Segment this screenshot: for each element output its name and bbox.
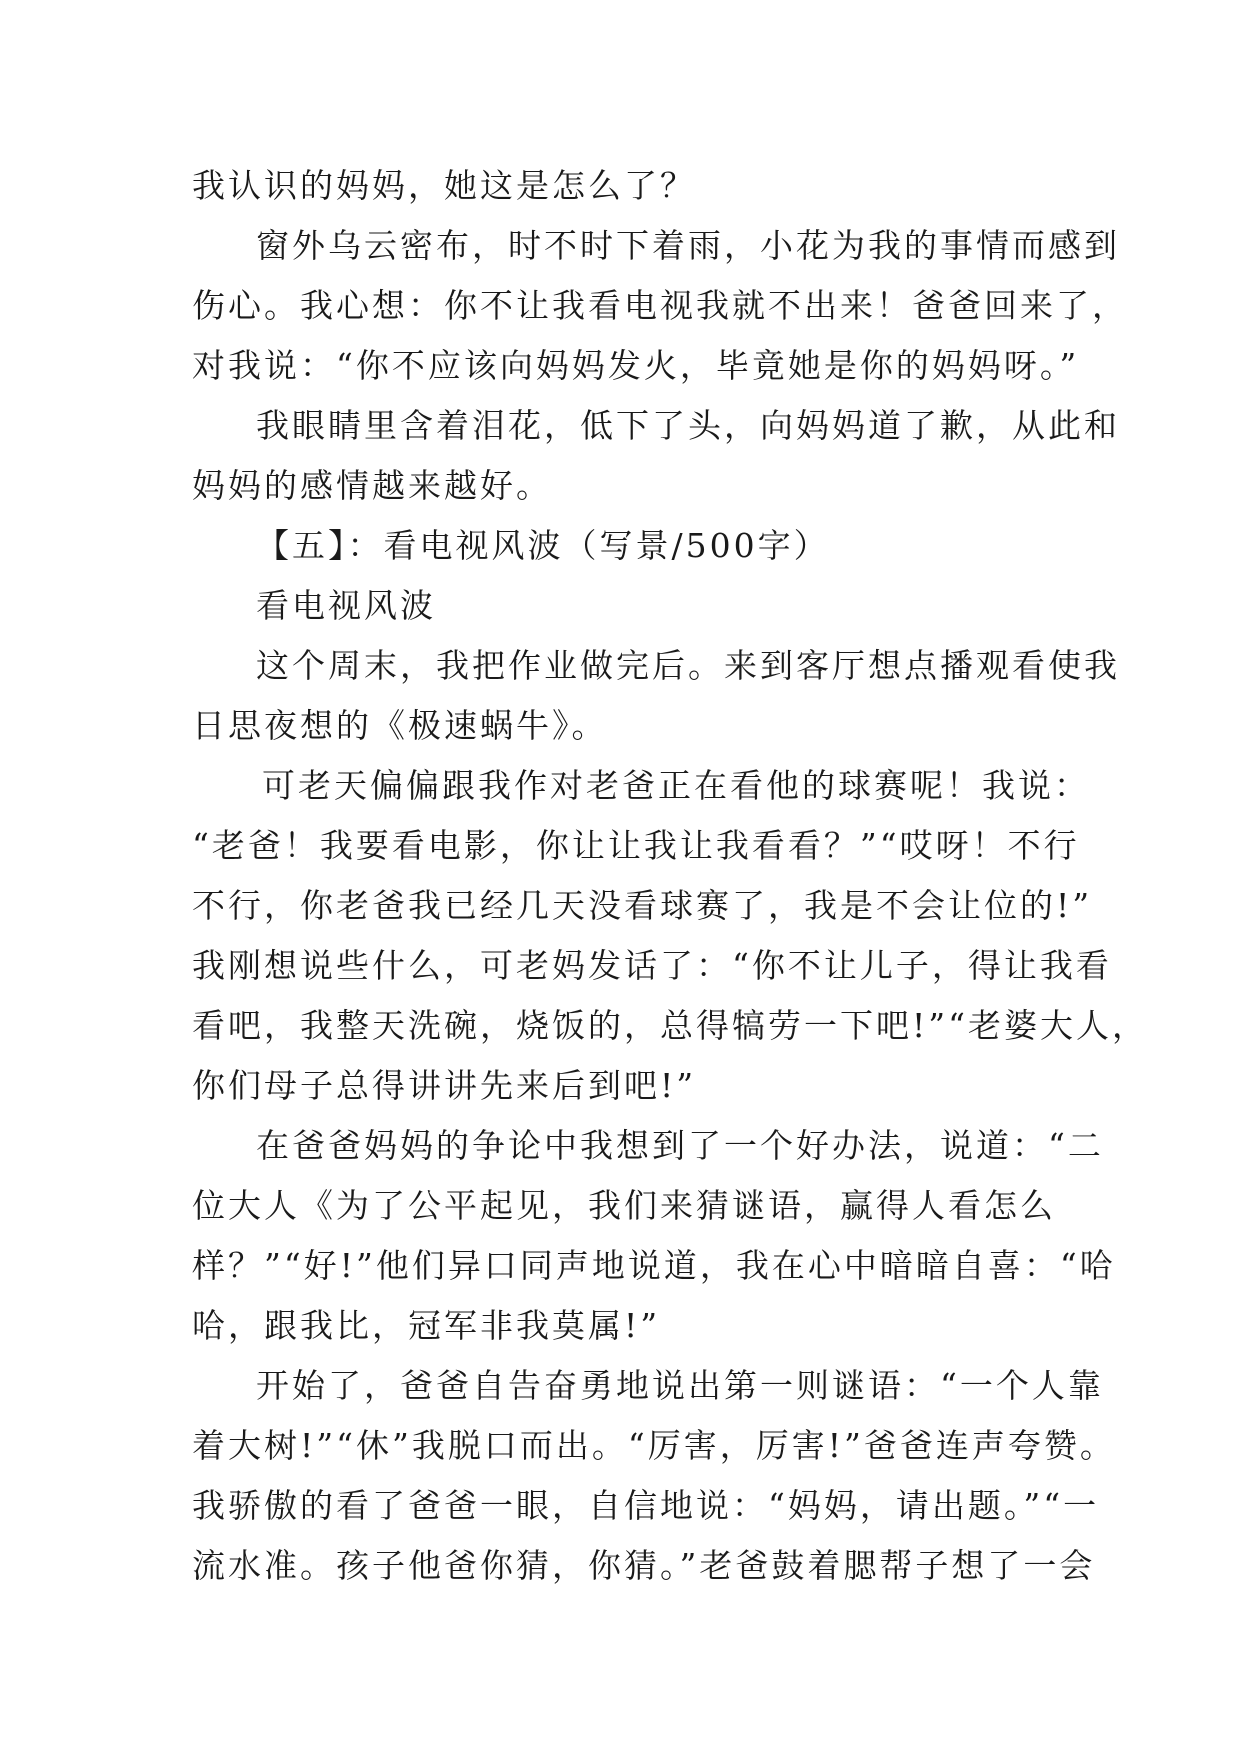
text-line: 看吧，我整天洗碗，烧饭的，总得犒劳一下吧!”“老婆大人， [192,1006,1149,1045]
paragraph-first-line: 可老天偏偏跟我作对老爸正在看他的球赛呢！我说： [262,766,1090,805]
text-line: 位大人《为了公平起见，我们来猜谜语，赢得人看怎么 [192,1186,1056,1225]
section-heading: 【五】：看电视风波（写景/500字） [256,526,830,565]
paragraph-first-line: 我眼睛里含着泪花，低下了头，向妈妈道了歉，从此和 [256,406,1120,445]
text-line: 不行，你老爸我已经几天没看球赛了，我是不会让位的!” [192,886,1093,925]
text-line: 流水准。孩子他爸你猜，你猜。”老爸鼓着腮帮子想了一会 [192,1546,1096,1585]
text-line: “老爸！我要看电影，你让让我让我看看？”“哎呀！不行 [192,826,1080,865]
text-line: 妈妈的感情越来越好。 [192,466,552,505]
essay-title: 看电视风波 [256,586,436,625]
text-line: 着大树!”“休”我脱口而出。“厉害，厉害!”爸爸连声夸赞。 [192,1426,1116,1465]
text-line: 伤心。我心想：你不让我看电视我就不出来！爸爸回来了， [192,286,1128,325]
document-page [192,156,1149,1596]
text-line: 我认识的妈妈，她这是怎么了？ [192,166,696,205]
text-line: 我骄傲的看了爸爸一眼，自信地说：“妈妈，请出题。”“一 [192,1486,1100,1525]
text-line: 样？”“好!”他们异口同声地说道，我在心中暗暗自喜：“哈 [192,1246,1116,1285]
paragraph-first-line: 开始了，爸爸自告奋勇地说出第一则谜语：“一个人靠 [256,1366,1104,1405]
paragraph-first-line: 在爸爸妈妈的争论中我想到了一个好办法，说道：“二 [256,1126,1104,1165]
text-line: 我刚想说些什么，可老妈发话了：“你不让儿子，得让我看 [192,946,1112,985]
text-line: 日思夜想的《极速蜗牛》。 [192,706,608,745]
text-line: 对我说：“你不应该向妈妈发火，毕竟她是你的妈妈呀。” [192,346,1080,385]
text-line: 哈，跟我比，冠军非我莫属!” [192,1306,661,1345]
paragraph-first-line: 窗外乌云密布，时不时下着雨，小花为我的事情而感到 [256,226,1120,265]
text-line: 你们母子总得讲讲先来后到吧!” [192,1066,697,1105]
paragraph-first-line: 这个周末，我把作业做完后。来到客厅想点播观看使我 [256,646,1120,685]
